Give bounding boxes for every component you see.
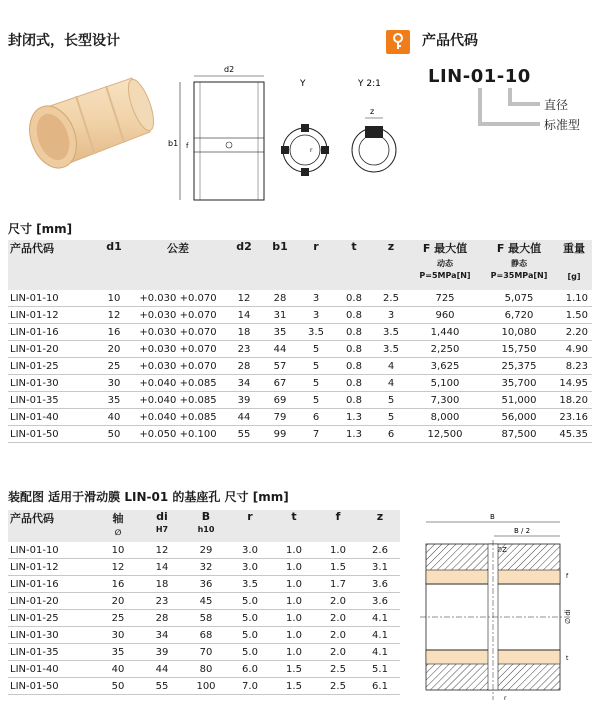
- cell-code: LIN-01-12: [8, 559, 96, 576]
- cell-f-dynamic: 12,500: [408, 426, 482, 443]
- cell-z: 5.1: [360, 661, 400, 678]
- cell-code: LIN-01-30: [8, 627, 96, 644]
- table-row: [8, 661, 400, 678]
- cell-r: 3.0: [228, 542, 272, 559]
- cell-f-static: 51,000: [482, 392, 556, 409]
- th-f-dynamic-sub2: P=5MPa[N]: [419, 271, 471, 280]
- cell-tolerance: +0.030 +0.070: [130, 358, 226, 375]
- assembly-table: [8, 510, 400, 695]
- label-r: r: [310, 147, 313, 154]
- cell-b1: 99: [262, 426, 298, 443]
- cell-r: 3.0: [228, 559, 272, 576]
- cell-d2: 12: [226, 290, 262, 307]
- cell-code: LIN-01-16: [8, 324, 98, 341]
- cell-z: 4: [374, 358, 408, 375]
- cell-z: 6: [374, 426, 408, 443]
- th2-di-label: di: [156, 510, 168, 523]
- cell-tolerance: +0.040 +0.085: [130, 392, 226, 409]
- cell-shaft: 25: [96, 610, 140, 627]
- cell-tolerance: +0.040 +0.085: [130, 409, 226, 426]
- cell-f-dynamic: 8,000: [408, 409, 482, 426]
- assembly-drawing: [412, 510, 596, 716]
- cell-shaft: 50: [96, 678, 140, 695]
- cell-code: LIN-01-10: [8, 290, 98, 307]
- th-tol: 公差: [130, 240, 226, 290]
- product-code-value: LIN-01-10: [428, 66, 531, 87]
- cell-f: 2.0: [316, 610, 360, 627]
- cell-t: 0.8: [334, 307, 374, 324]
- cell-b1: 67: [262, 375, 298, 392]
- cell-code: LIN-01-20: [8, 341, 98, 358]
- th2-B: [184, 510, 228, 542]
- cell-t: 1.0: [272, 627, 316, 644]
- table-row: [8, 409, 592, 426]
- cell-r: 7: [298, 426, 334, 443]
- cell-r: 3: [298, 307, 334, 324]
- cell-t: 1.0: [272, 593, 316, 610]
- cell-code: LIN-01-30: [8, 375, 98, 392]
- table-row: [8, 290, 592, 307]
- cell-code: LIN-01-12: [8, 307, 98, 324]
- cell-weight: 45.35: [556, 426, 592, 443]
- cell-tolerance: +0.040 +0.085: [130, 375, 226, 392]
- cell-t: 1.0: [272, 576, 316, 593]
- cell-t: 0.8: [334, 341, 374, 358]
- cell-f-static: 35,700: [482, 375, 556, 392]
- cell-d1: 40: [98, 409, 130, 426]
- cell-weight: 2.20: [556, 324, 592, 341]
- cell-f-static: 25,375: [482, 358, 556, 375]
- bearing-image: [14, 70, 154, 200]
- cell-r: 5: [298, 358, 334, 375]
- th-code: 产品代码: [8, 240, 98, 290]
- th2-shaft: [96, 510, 140, 542]
- th2-B-label: B: [201, 510, 211, 523]
- table-row: [8, 542, 400, 559]
- th2-f: f: [316, 510, 360, 542]
- cell-d2: 18: [226, 324, 262, 341]
- cell-B: 70: [184, 644, 228, 661]
- cell-code: LIN-01-35: [8, 392, 98, 409]
- cell-B: 32: [184, 559, 228, 576]
- label-y-scale: Y 2:1: [358, 79, 381, 89]
- cell-B: 58: [184, 610, 228, 627]
- cell-B: 80: [184, 661, 228, 678]
- cell-f: 1.5: [316, 559, 360, 576]
- cell-d2: 39: [226, 392, 262, 409]
- cell-code: LIN-01-25: [8, 610, 96, 627]
- cell-r: 3: [298, 290, 334, 307]
- th-z: z: [374, 240, 408, 290]
- th2-di: [140, 510, 184, 542]
- cell-weight: 18.20: [556, 392, 592, 409]
- th2-z: z: [360, 510, 400, 542]
- cell-B: 100: [184, 678, 228, 695]
- cell-b1: 31: [262, 307, 298, 324]
- table1-section-title: 尺寸 [mm]: [8, 222, 73, 236]
- th-r: r: [298, 240, 334, 290]
- cell-shaft: 30: [96, 627, 140, 644]
- table-row: [8, 610, 400, 627]
- table-row: [8, 559, 400, 576]
- cell-b1: 44: [262, 341, 298, 358]
- cell-r: 6: [298, 409, 334, 426]
- cell-r: 5: [298, 341, 334, 358]
- label-y: Y: [300, 79, 306, 89]
- cell-f: 2.0: [316, 627, 360, 644]
- product-code-icon: [386, 30, 410, 54]
- asm-label-B: B: [490, 513, 495, 521]
- cell-z: 3.5: [374, 324, 408, 341]
- cell-shaft: 40: [96, 661, 140, 678]
- cell-code: LIN-01-25: [8, 358, 98, 375]
- th-weight-unit: [g]: [567, 272, 581, 281]
- cell-r: 5.0: [228, 593, 272, 610]
- cell-weight: 8.23: [556, 358, 592, 375]
- th-f-static: [482, 240, 556, 290]
- th-d2: d2: [226, 240, 262, 290]
- cell-f: 1.7: [316, 576, 360, 593]
- cell-code: LIN-01-20: [8, 593, 96, 610]
- cell-d2: 28: [226, 358, 262, 375]
- label-f: f: [186, 142, 189, 150]
- cell-f: 2.5: [316, 678, 360, 695]
- th-b1: b1: [262, 240, 298, 290]
- table-row: [8, 324, 592, 341]
- th-f-static-sub1: 静态: [511, 259, 527, 268]
- cell-weight: 4.90: [556, 341, 592, 358]
- cell-f-static: 6,720: [482, 307, 556, 324]
- th-f-static-sub2: P=35MPa[N]: [490, 271, 548, 280]
- cell-r: 5: [298, 392, 334, 409]
- cell-f-dynamic: 2,250: [408, 341, 482, 358]
- th2-shaft-label: 轴: [112, 512, 124, 525]
- cell-code: LIN-01-50: [8, 678, 96, 695]
- table2-body: [8, 542, 400, 695]
- cell-t: 0.8: [334, 375, 374, 392]
- cell-f-static: 56,000: [482, 409, 556, 426]
- table2-header-row: [8, 510, 400, 542]
- cell-r: 5.0: [228, 627, 272, 644]
- cell-f-static: 15,750: [482, 341, 556, 358]
- th-t: t: [334, 240, 374, 290]
- cell-b1: 57: [262, 358, 298, 375]
- cell-shaft: 12: [96, 559, 140, 576]
- th-f-dynamic-label: F 最大值: [422, 242, 468, 255]
- cell-d1: 12: [98, 307, 130, 324]
- cell-shaft: 35: [96, 644, 140, 661]
- cell-t: 1.0: [272, 644, 316, 661]
- cell-z: 5: [374, 392, 408, 409]
- cell-B: 45: [184, 593, 228, 610]
- cell-r: 3.5: [298, 324, 334, 341]
- cell-tolerance: +0.030 +0.070: [130, 341, 226, 358]
- legend-diameter: 直径: [544, 98, 569, 112]
- cell-r: 5.0: [228, 644, 272, 661]
- cell-f-static: 5,075: [482, 290, 556, 307]
- cell-shaft: 10: [96, 542, 140, 559]
- cell-d2: 44: [226, 409, 262, 426]
- cell-code: LIN-01-50: [8, 426, 98, 443]
- cell-z: 3: [374, 307, 408, 324]
- cell-r: 6.0: [228, 661, 272, 678]
- cell-di: 39: [140, 644, 184, 661]
- cell-code: LIN-01-40: [8, 409, 98, 426]
- cell-shaft: 16: [96, 576, 140, 593]
- cell-tolerance: +0.030 +0.070: [130, 307, 226, 324]
- cell-t: 1.3: [334, 409, 374, 426]
- cell-di: 34: [140, 627, 184, 644]
- cell-B: 68: [184, 627, 228, 644]
- cell-code: LIN-01-10: [8, 542, 96, 559]
- th2-r: r: [228, 510, 272, 542]
- th2-B-sub: h10: [197, 525, 215, 534]
- cell-tolerance: +0.050 +0.100: [130, 426, 226, 443]
- cell-di: 44: [140, 661, 184, 678]
- table1-body: [8, 290, 592, 443]
- cell-d1: 20: [98, 341, 130, 358]
- cell-d1: 50: [98, 426, 130, 443]
- th2-shaft-sub: ∅: [114, 528, 122, 537]
- cell-d2: 23: [226, 341, 262, 358]
- page-title: 封闭式，长型设计: [8, 33, 120, 49]
- cell-f: 2.5: [316, 661, 360, 678]
- dimensions-table: [8, 240, 592, 443]
- table-row: [8, 375, 592, 392]
- cell-d2: 34: [226, 375, 262, 392]
- label-b1: b1: [168, 139, 179, 148]
- cell-d1: 16: [98, 324, 130, 341]
- asm-label-di: ∅ di: [564, 609, 572, 624]
- cell-di: 23: [140, 593, 184, 610]
- table-row: [8, 627, 400, 644]
- cell-b1: 28: [262, 290, 298, 307]
- cell-t: 1.0: [272, 610, 316, 627]
- th-f-static-label: F 最大值: [496, 242, 542, 255]
- th2-t: t: [272, 510, 316, 542]
- table2-section-title: 装配图 适用于滑动膜 LIN-01 的基座孔 尺寸 [mm]: [8, 490, 289, 504]
- cell-weight: 14.95: [556, 375, 592, 392]
- th-d1: d1: [98, 240, 130, 290]
- cell-z: 4.1: [360, 627, 400, 644]
- cell-d1: 10: [98, 290, 130, 307]
- cell-z: 6.1: [360, 678, 400, 695]
- cell-t: 0.8: [334, 392, 374, 409]
- cell-t: 0.8: [334, 290, 374, 307]
- asm-label-f: f: [566, 573, 569, 580]
- cell-z: 3.1: [360, 559, 400, 576]
- cell-z: 4.1: [360, 644, 400, 661]
- cell-t: 0.8: [334, 358, 374, 375]
- cell-weight: 1.10: [556, 290, 592, 307]
- cell-di: 14: [140, 559, 184, 576]
- table-row: [8, 358, 592, 375]
- table-row: [8, 392, 592, 409]
- th-f-dynamic: [408, 240, 482, 290]
- th-weight: [556, 240, 592, 290]
- table-row: [8, 576, 400, 593]
- table-row: [8, 644, 400, 661]
- cell-f-dynamic: 725: [408, 290, 482, 307]
- cell-f: 2.0: [316, 593, 360, 610]
- cell-b1: 35: [262, 324, 298, 341]
- cell-code: LIN-01-40: [8, 661, 96, 678]
- table-row: [8, 593, 400, 610]
- cell-f-static: 87,500: [482, 426, 556, 443]
- cell-t: 1.3: [334, 426, 374, 443]
- cell-z: 4.1: [360, 610, 400, 627]
- asm-label-B-half: B / 2: [514, 527, 531, 535]
- cell-di: 12: [140, 542, 184, 559]
- asm-label-r: r: [504, 695, 507, 702]
- cell-di: 18: [140, 576, 184, 593]
- cell-weight: 23.16: [556, 409, 592, 426]
- cell-tolerance: +0.030 +0.070: [130, 324, 226, 341]
- table-row: [8, 307, 592, 324]
- cell-shaft: 20: [96, 593, 140, 610]
- table-row: [8, 678, 400, 695]
- cell-f-dynamic: 7,300: [408, 392, 482, 409]
- cell-d1: 30: [98, 375, 130, 392]
- cell-r: 5.0: [228, 610, 272, 627]
- cell-z: 3.6: [360, 576, 400, 593]
- cell-weight: 1.50: [556, 307, 592, 324]
- cell-d1: 25: [98, 358, 130, 375]
- table1-header-row: [8, 240, 592, 290]
- cell-f-dynamic: 5,100: [408, 375, 482, 392]
- cell-B: 29: [184, 542, 228, 559]
- cell-code: LIN-01-35: [8, 644, 96, 661]
- cell-d1: 35: [98, 392, 130, 409]
- th2-di-sub: H7: [155, 525, 169, 534]
- cell-t: 1.5: [272, 678, 316, 695]
- cell-z: 5: [374, 409, 408, 426]
- cell-z: 4: [374, 375, 408, 392]
- cell-z: 2.6: [360, 542, 400, 559]
- cell-z: 3.6: [360, 593, 400, 610]
- label-d2: d2: [224, 65, 235, 74]
- cell-tolerance: +0.030 +0.070: [130, 290, 226, 307]
- th-f-dynamic-sub1: 动态: [437, 259, 453, 268]
- cell-f: 2.0: [316, 644, 360, 661]
- cell-r: 7.0: [228, 678, 272, 695]
- cell-t: 1.5: [272, 661, 316, 678]
- cell-r: 3.5: [228, 576, 272, 593]
- cell-t: 1.0: [272, 559, 316, 576]
- legend-standard: 标准型: [544, 118, 581, 132]
- table-row: [8, 341, 592, 358]
- cell-d2: 14: [226, 307, 262, 324]
- code-legend-lines: [470, 86, 542, 130]
- cell-d2: 55: [226, 426, 262, 443]
- label-z: z: [370, 107, 375, 116]
- th-weight-label: 重量: [563, 242, 585, 255]
- cell-t: 0.8: [334, 324, 374, 341]
- cell-t: 1.0: [272, 542, 316, 559]
- cell-f-static: 10,080: [482, 324, 556, 341]
- asm-label-t: t: [566, 655, 569, 662]
- cell-z: 2.5: [374, 290, 408, 307]
- th2-code: 产品代码: [8, 510, 96, 542]
- cell-f: 1.0: [316, 542, 360, 559]
- cell-di: 28: [140, 610, 184, 627]
- cell-z: 3.5: [374, 341, 408, 358]
- cell-b1: 79: [262, 409, 298, 426]
- cell-B: 36: [184, 576, 228, 593]
- technical-drawing: [160, 62, 400, 212]
- table-row: [8, 426, 592, 443]
- cell-b1: 69: [262, 392, 298, 409]
- cell-f-dynamic: 960: [408, 307, 482, 324]
- cell-f-dynamic: 1,440: [408, 324, 482, 341]
- cell-di: 55: [140, 678, 184, 695]
- cell-f-dynamic: 3,625: [408, 358, 482, 375]
- product-code-title: 产品代码: [422, 33, 478, 49]
- cell-r: 5: [298, 375, 334, 392]
- cell-code: LIN-01-16: [8, 576, 96, 593]
